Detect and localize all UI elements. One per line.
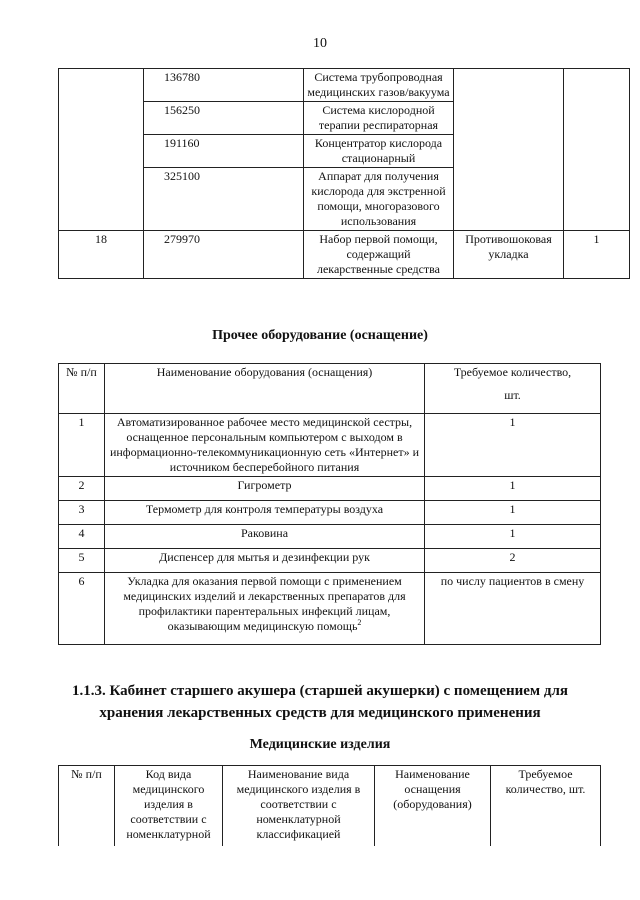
table-row: [59, 477, 601, 501]
section-title-medical-devices: Медицинские изделия: [249, 737, 391, 752]
device-code: 325100: [144, 168, 304, 231]
table-row: [59, 525, 601, 549]
column-header-number: № п/п: [59, 766, 115, 846]
section-title-113-line2: хранения лекарственных средств для медицинского применения: [99, 705, 541, 721]
table-row: [59, 501, 601, 525]
device-code: 136780: [144, 69, 304, 102]
row-number: 6: [59, 573, 105, 645]
row-number: 1: [59, 414, 105, 477]
quantity: 1: [425, 501, 601, 525]
equipment-name: Противошоковая укладка: [454, 231, 564, 279]
medical-devices-table: [58, 765, 601, 846]
other-equipment-table: [58, 363, 601, 645]
row-number: 5: [59, 549, 105, 573]
equipment-name: Раковина: [105, 525, 425, 549]
device-name: Концентратор кислорода стационарный: [304, 135, 454, 168]
device-name: Набор первой помощи, содержащий лекарственные средства: [304, 231, 454, 279]
section-title-other-equipment: Прочее оборудование (оснащение): [212, 328, 428, 343]
column-header-code: Код вида медицинского изделия в соответствии с номенклатурной: [115, 766, 223, 846]
equipment-name-text: Укладка для оказания первой помощи с применением медицинских изделий и лекарственных препаратов для профилактики парентеральных инфекций лицам, оказывающим медицинскую помощь: [123, 574, 406, 633]
device-code: 191160: [144, 135, 304, 168]
device-name: Аппарат для получения кислорода для экстренной помощи, многоразового использования: [304, 168, 454, 231]
column-header-name: Наименование оборудования (оснащения): [105, 364, 425, 414]
page-number: 10: [313, 36, 327, 51]
footnote-mark: 2: [357, 618, 362, 627]
quantity: 2: [425, 549, 601, 573]
section-title-113: [0, 680, 640, 724]
row-number: 18: [59, 231, 144, 279]
equipment-name: Автоматизированное рабочее место медицинской сестры, оснащенное персональным компьютером с выходом в информационно-телекоммуникационную сеть «Интернет» и источником бесперебойного питания: [105, 414, 425, 477]
table-row: [59, 69, 630, 102]
table-row: [59, 414, 601, 477]
row-number: 2: [59, 477, 105, 501]
quantity: 1: [425, 525, 601, 549]
column-header-quantity-line2: шт.: [504, 388, 521, 402]
column-header-equipment: Наименование оснащения (оборудования): [375, 766, 491, 846]
table-row: [59, 231, 630, 279]
device-code: 279970: [144, 231, 304, 279]
table-header-row: [59, 364, 601, 414]
medical-devices-table-continued: [58, 68, 630, 279]
table-cell: [564, 69, 630, 231]
column-header-quantity-line1: Требуемое количество,: [453, 365, 572, 379]
table-row: [59, 573, 601, 645]
equipment-name: [105, 573, 425, 645]
quantity: 1: [425, 477, 601, 501]
device-name: Система кислородной терапии респираторная: [304, 102, 454, 135]
equipment-name: Гигрометр: [105, 477, 425, 501]
quantity: по числу пациентов в смену: [425, 573, 601, 645]
table-cell: [454, 69, 564, 231]
column-header-number: № п/п: [59, 364, 105, 414]
section-title-113-line1: 1.1.3. Кабинет старшего акушера (старшей акушерки) с помещением для: [71, 683, 569, 699]
table-cell: [59, 69, 144, 231]
table-row: [59, 549, 601, 573]
row-number: 3: [59, 501, 105, 525]
device-name: Система трубопроводная медицинских газов/вакуума: [304, 69, 454, 102]
equipment-name: Диспенсер для мытья и дезинфекции рук: [105, 549, 425, 573]
column-header-quantity: [425, 364, 601, 414]
equipment-name: Термометр для контроля температуры воздуха: [105, 501, 425, 525]
quantity: 1: [425, 414, 601, 477]
table-header-row: [59, 766, 601, 846]
device-code: 156250: [144, 102, 304, 135]
column-header-device-name: Наименование вида медицинского изделия в соответствии с номенклатурной классификацией: [223, 766, 375, 846]
row-number: 4: [59, 525, 105, 549]
column-header-quantity: Требуемое количество, шт.: [491, 766, 601, 846]
quantity: 1: [564, 231, 630, 279]
